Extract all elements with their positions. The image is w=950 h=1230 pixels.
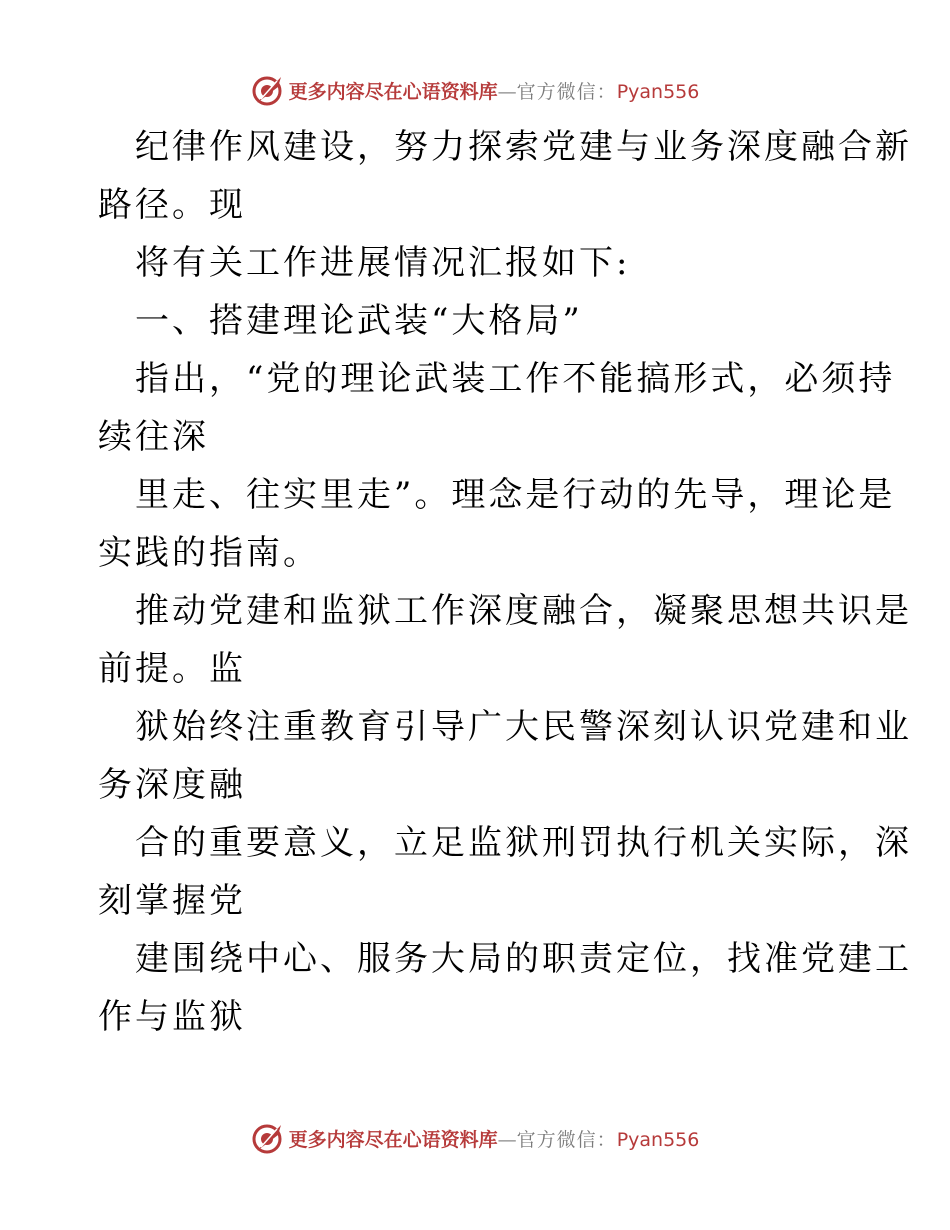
page-header-watermark [0, 68, 950, 112]
body-line: 将有关工作进展情况汇报如下: [135, 243, 631, 283]
body-line: 刻掌握党 [98, 881, 246, 921]
body-line: 狱始终注重教育引导广大民警深刻认识党建和业 [135, 707, 912, 747]
quill-pen-seal-icon [251, 73, 285, 107]
body-line: 实践的指南。 [98, 533, 320, 573]
body-line: 里走、往实里走”。理念是行动的先导，理论是 [135, 475, 896, 515]
brand-wechat-label: 官方微信： [516, 1128, 617, 1151]
body-line: 纪律作风建设，努力探索党建与业务深度融合新 [135, 127, 912, 167]
brand-text [289, 1125, 700, 1152]
body-line: 作与监狱 [98, 997, 246, 1037]
brand-dash: — [497, 80, 517, 103]
quill-pen-seal-icon [251, 1121, 285, 1155]
brand-wechat-label: 官方微信： [516, 80, 617, 103]
body-line: 前提。监 [98, 649, 246, 689]
brand-lockup [251, 1121, 700, 1155]
body-line: 推动党建和监狱工作深度融合，凝聚思想共识是 [135, 591, 912, 631]
body-line: 指出，“党的理论武装工作不能搞形式，必须持 [135, 359, 896, 399]
brand-dash: — [497, 1128, 517, 1151]
brand-wechat-id: Pyan556 [616, 80, 700, 103]
body-line: 务深度融 [98, 765, 246, 805]
brand-text [289, 77, 700, 104]
body-line: 合的重要意义，立足监狱刑罚执行机关实际，深 [135, 823, 912, 863]
brand-lockup [251, 73, 700, 107]
body-line: 路径。现 [98, 185, 246, 225]
body-line: 建围绕中心、服务大局的职责定位，找准党建工 [135, 939, 912, 979]
section-heading: 一、搭建理论武装“大格局” [135, 301, 583, 341]
brand-main-text: 更多内容尽在心语资料库 [288, 1128, 498, 1151]
body-line: 续往深 [98, 417, 209, 457]
page-footer-watermark [0, 1116, 950, 1160]
brand-main-text: 更多内容尽在心语资料库 [288, 80, 498, 103]
brand-wechat-id: Pyan556 [616, 1128, 700, 1151]
